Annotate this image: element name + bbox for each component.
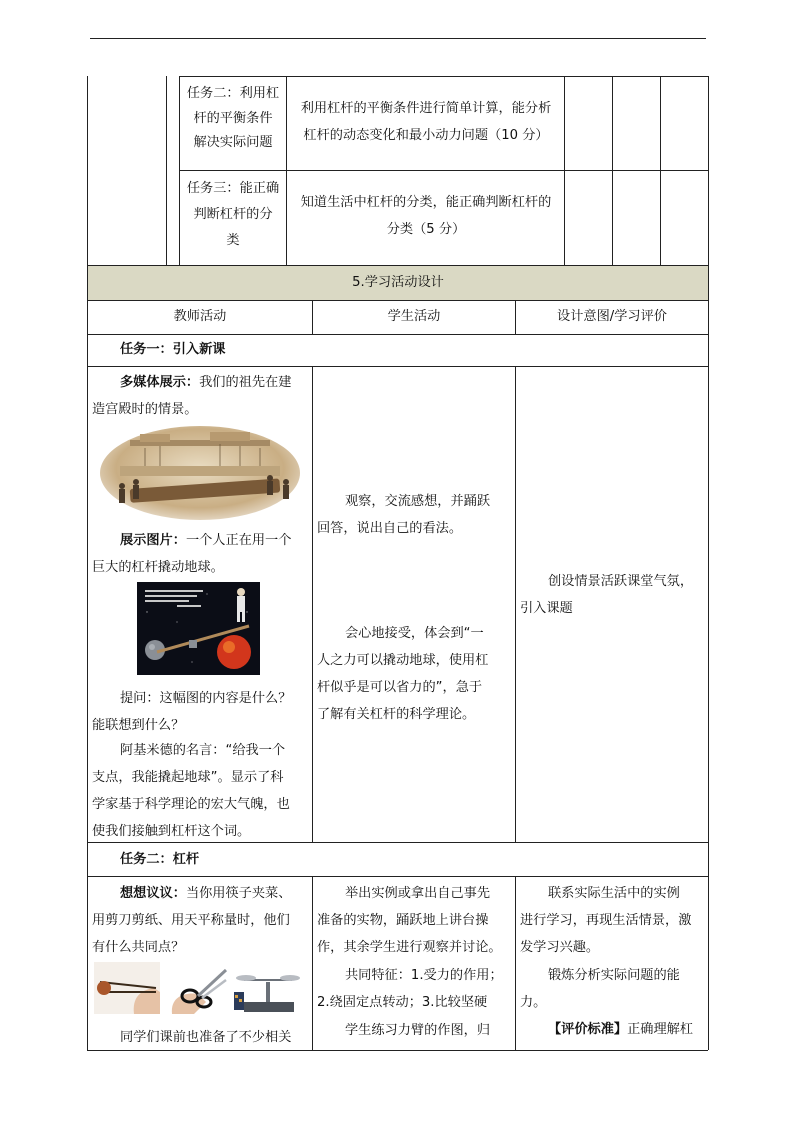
task1-teacher-p4-line: 阿基米德的名言：“给我一个 bbox=[120, 743, 286, 758]
task2-teacher-p1 bbox=[92, 880, 308, 961]
task2-intent-p1-line: 发学习兴趣。 bbox=[520, 940, 600, 955]
task1-teacher-p1-line: 造宫殿时的情景。 bbox=[92, 402, 198, 417]
table-rule bbox=[708, 76, 709, 265]
task1-header-line: 任务一：引入新课 bbox=[120, 342, 226, 357]
task1-intent-line: 引入课题 bbox=[520, 601, 573, 616]
task2-intent-p2-line: 锻炼分析实际问题的能 bbox=[548, 968, 680, 983]
task2-student-p1 bbox=[317, 880, 513, 961]
task3-objective-desc-line: 知道生活中杠杆的分类，能正确判断杠杆的 bbox=[300, 195, 552, 210]
task2-teacher-p1-line: 有什么共同点？ bbox=[92, 940, 185, 955]
task1-student-p1-line: 回答，说出自己的看法。 bbox=[317, 521, 463, 536]
task2-intent-p3-label: 【评价标准】 bbox=[548, 1022, 628, 1037]
task1-header bbox=[120, 336, 520, 363]
task1-teacher-p4-line: 学家基于科学理论的宏大气魄，也 bbox=[92, 797, 290, 812]
task2-student-p2-line: 共同特征：1.受力的作用； bbox=[345, 968, 503, 983]
col-header-teacher bbox=[88, 303, 312, 330]
task1-teacher-p3-line: 能联想到什么？ bbox=[92, 718, 185, 733]
task3-objective-desc-line: 分类（5 分） bbox=[386, 222, 466, 237]
task2-objective-name-line: 杆的平衡条件 bbox=[193, 110, 273, 126]
table-rule bbox=[179, 76, 708, 77]
col-header-student-line: 学生活动 bbox=[387, 309, 441, 324]
task1-teacher-p1 bbox=[92, 369, 308, 423]
task1-student-p1 bbox=[317, 488, 513, 542]
task1-teacher-p2-line bbox=[92, 527, 308, 554]
task2-student-p3-line: 学生练习力臂的作图，归 bbox=[345, 1023, 491, 1038]
task2-intent-p1-line: 联系实际生活中的实例 bbox=[548, 886, 680, 901]
table-rule bbox=[515, 876, 516, 1050]
task2-teacher-p2 bbox=[92, 1024, 308, 1051]
task1-teacher-p1-label: 多媒体展示： bbox=[120, 375, 200, 390]
task2-intent-p3-line bbox=[520, 1016, 706, 1043]
col-header-teacher-line: 教师活动 bbox=[173, 309, 227, 324]
task3-objective-name bbox=[181, 176, 285, 254]
table-rule bbox=[515, 366, 516, 842]
table-rule bbox=[87, 76, 88, 265]
task2-student-p1-line: 举出实例或拿出自己事先 bbox=[345, 886, 491, 901]
task1-intent-line: 创设情景活跃课堂气氛， bbox=[548, 574, 694, 589]
task2-objective-desc-line: 利用杠杆的平衡条件进行简单计算，能分析 bbox=[300, 101, 552, 116]
task1-student-p2 bbox=[317, 620, 513, 728]
table-rule bbox=[708, 265, 709, 1050]
table-rule bbox=[87, 265, 88, 1050]
task2-teacher-p1-line bbox=[92, 880, 308, 907]
task1-student-p1-line: 观察，交流感想，并踊跃 bbox=[345, 494, 491, 509]
task1-teacher-p1-text: 我们的祖先在建 bbox=[199, 375, 292, 390]
table-rule bbox=[87, 300, 708, 301]
task2-objective-name bbox=[181, 82, 285, 156]
table-rule bbox=[87, 876, 708, 877]
task2-intent-p2 bbox=[520, 962, 706, 1016]
task1-teacher-p4-line: 支点，我能撬起地球”。显示了科 bbox=[92, 770, 284, 785]
task2-teacher-p2-line: 同学们课前也准备了不少相关 bbox=[120, 1030, 292, 1045]
task2-intent-p1-line: 进行学习，再现生活情景，激 bbox=[520, 913, 692, 928]
col-header-intent bbox=[516, 303, 708, 330]
table-rule bbox=[312, 876, 313, 1050]
task1-teacher-p2-line: 巨大的杠杆撬动地球。 bbox=[92, 560, 224, 575]
task3-objective-name-line: 任务三：能正确 bbox=[186, 181, 280, 196]
task3-objective-desc bbox=[289, 189, 563, 243]
task1-teacher-p2-text: 一个人正在用一个 bbox=[185, 533, 292, 548]
task2-objective-desc bbox=[289, 95, 563, 149]
table-rule bbox=[179, 170, 708, 171]
task1-student-p2-line: 人之力可以撬动地球，使用杠 bbox=[317, 653, 489, 668]
task1-intent bbox=[520, 568, 706, 622]
task2-teacher-p1-line: 用剪刀剪纸、用天平称量时，他们 bbox=[92, 913, 290, 928]
task2-student-p2-line: 2.绕固定点转动；3.比较坚硬 bbox=[317, 995, 488, 1010]
task3-objective-name-line: 类 bbox=[226, 233, 240, 248]
task1-student-p2-line: 会心地接受，体会到“一 bbox=[345, 626, 484, 641]
task2-teacher-p1-label: 想想议议： bbox=[120, 886, 186, 901]
task2-objective-name-line: 任务二：利用杠 bbox=[186, 86, 280, 101]
task1-teacher-p1-line bbox=[92, 369, 308, 396]
table-rule bbox=[87, 366, 708, 367]
task2-header-line: 任务二：杠杆 bbox=[120, 852, 200, 867]
task2-header bbox=[120, 846, 520, 873]
task1-teacher-p3 bbox=[92, 685, 308, 739]
task2-intent-p1 bbox=[520, 880, 706, 961]
col-header-student bbox=[313, 303, 515, 330]
task2-objective-name-line: 解决实际问题 bbox=[193, 135, 273, 150]
task2-student-p1-line: 作，其余学生进行观察并讨论。 bbox=[317, 940, 502, 955]
task2-student-p3 bbox=[317, 1017, 513, 1044]
task2-student-p1-line: 准备的实物，踊跃地上讲台操 bbox=[317, 913, 489, 928]
section-title: 5.学习活动设计 bbox=[88, 265, 708, 300]
palace-construction-illustration bbox=[100, 426, 300, 520]
task2-objective-desc-line: 杠杆的动态变化和最小动力问题（10 分） bbox=[303, 128, 549, 143]
chopsticks-scissors-balance-photo bbox=[94, 962, 304, 1014]
table-rule bbox=[166, 76, 167, 265]
task1-teacher-p2 bbox=[92, 527, 308, 581]
task1-teacher-p4-line: 使我们接触到杠杆这个词。 bbox=[92, 824, 251, 839]
task1-student-p2-line: 杆似乎是可以省力的”，急于 bbox=[317, 680, 483, 695]
lever-lifting-earth-illustration bbox=[137, 582, 260, 675]
task2-intent-p3 bbox=[520, 1016, 706, 1043]
task1-teacher-p4 bbox=[92, 737, 308, 845]
table-rule bbox=[87, 265, 708, 266]
task2-student-p2 bbox=[317, 962, 513, 1016]
header-rule bbox=[90, 38, 706, 39]
task3-objective-name-line: 判断杠杆的分 bbox=[193, 207, 273, 222]
task2-intent-p2-line: 力。 bbox=[520, 995, 547, 1010]
task1-student-p2-line: 了解有关杠杆的科学理论。 bbox=[317, 707, 476, 722]
col-header-intent-line: 设计意图/学习评价 bbox=[557, 309, 667, 324]
task2-teacher-p1-text: 当你用筷子夹菜、 bbox=[185, 886, 292, 901]
task1-teacher-p2-label: 展示图片： bbox=[120, 533, 186, 548]
task2-intent-p3-text: 正确理解杠 bbox=[627, 1022, 694, 1037]
table-rule bbox=[87, 334, 708, 335]
table-rule bbox=[312, 366, 313, 842]
task1-teacher-p3-line: 提问：这幅图的内容是什么？ bbox=[120, 691, 292, 706]
